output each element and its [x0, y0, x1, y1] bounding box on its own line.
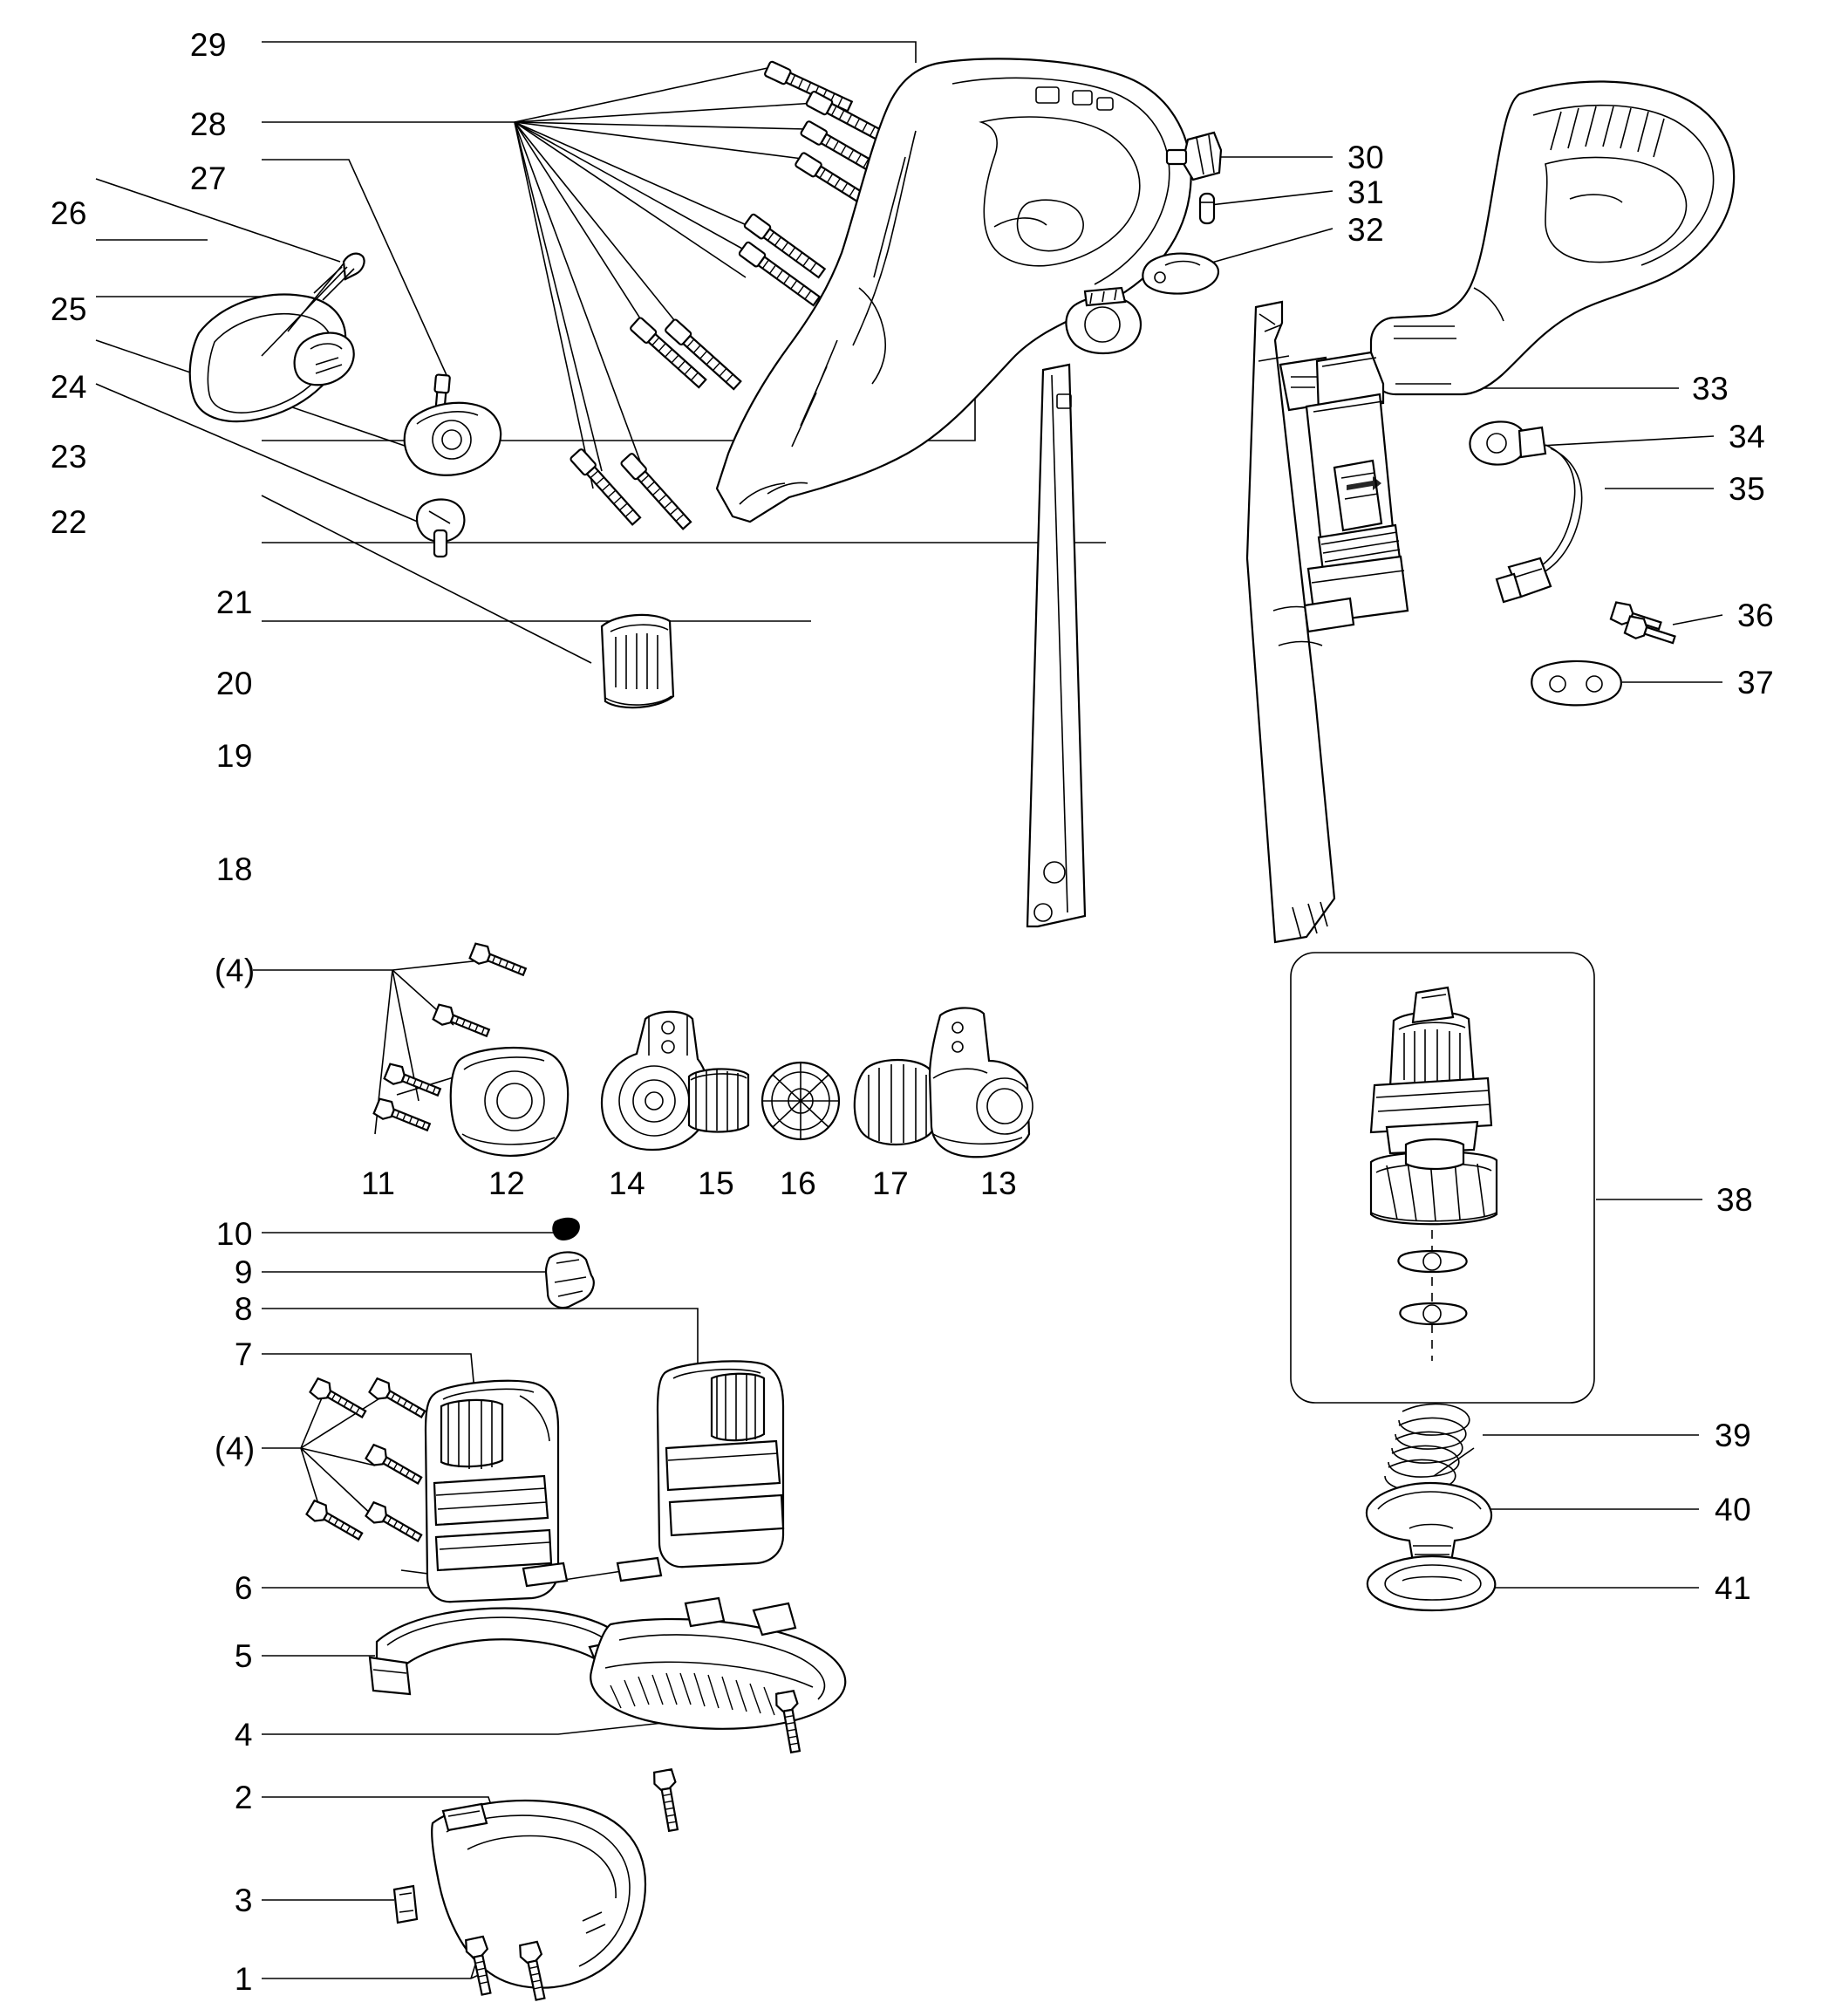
- callout-11: 11: [361, 1165, 396, 1201]
- clip-3: [394, 1886, 417, 1923]
- part-34-connector: [1470, 421, 1545, 464]
- callout-26: 26: [50, 195, 87, 231]
- callout-4: 4: [234, 1717, 253, 1753]
- callout-25: 25: [50, 291, 87, 327]
- callout-31: 31: [1347, 174, 1385, 210]
- callout-32: 32: [1347, 212, 1385, 248]
- callout-38: 38: [1716, 1182, 1754, 1218]
- callout-14: 14: [609, 1165, 646, 1201]
- row-gearhead-parts: [373, 942, 1033, 1157]
- callout-3: 3: [234, 1883, 253, 1918]
- brand-label: [1334, 461, 1381, 530]
- screws-36: [1610, 601, 1677, 650]
- part-23-knob: [405, 403, 501, 475]
- spring-39: [1385, 1404, 1470, 1491]
- part-31-pin: [1200, 194, 1214, 223]
- spool-40: [1367, 1448, 1491, 1567]
- callout-13: 13: [980, 1165, 1018, 1201]
- callout-33: 33: [1692, 371, 1729, 407]
- callout-35: 35: [1729, 471, 1766, 507]
- callout-6: 6: [234, 1570, 253, 1606]
- callout-39: 39: [1715, 1418, 1752, 1453]
- shield-2: [432, 1801, 645, 1988]
- part-9-bracket: [546, 1252, 594, 1308]
- callout-7: 7: [234, 1336, 253, 1372]
- callout-24: 24: [50, 369, 87, 405]
- guard-half-right-5: [590, 1598, 845, 1729]
- motor-assembly-38: [1291, 953, 1594, 1403]
- callout-22: 22: [50, 504, 87, 540]
- callout-5: 5: [234, 1638, 253, 1674]
- callout-10: 10: [215, 1216, 253, 1252]
- callout-9: 9: [234, 1254, 253, 1290]
- cap-41: [1368, 1556, 1495, 1610]
- callout-qty-4-top: (4): [215, 953, 256, 988]
- shaft-18: [1027, 365, 1085, 926]
- callout-30: 30: [1347, 140, 1385, 175]
- housing-8: [658, 1361, 783, 1567]
- callout-29: 29: [189, 27, 227, 63]
- callout-27: 27: [189, 161, 227, 196]
- callout-18: 18: [215, 851, 253, 887]
- guard-assembly: [190, 254, 365, 421]
- callout-qty-4-mid: (4): [215, 1431, 256, 1466]
- part-10-pin: [552, 1218, 580, 1240]
- part-37-clip: [1531, 661, 1621, 705]
- callout-41: 41: [1715, 1570, 1752, 1606]
- callout-12: 12: [488, 1165, 526, 1201]
- callout-19: 19: [215, 738, 253, 774]
- callout-16: 16: [780, 1165, 817, 1201]
- callout-34: 34: [1729, 419, 1766, 454]
- callout-2: 2: [234, 1780, 253, 1815]
- callout-17: 17: [872, 1165, 910, 1201]
- part-35-power-cord: [1497, 445, 1582, 602]
- coupler-20: [602, 615, 673, 707]
- callout-1: 1: [234, 1961, 253, 1997]
- callout-8: 8: [234, 1291, 253, 1327]
- part-22-screw: [417, 500, 464, 557]
- callout-20: 20: [215, 666, 253, 701]
- callout-36: 36: [1737, 598, 1775, 633]
- callout-23: 23: [50, 439, 87, 475]
- callout-21: 21: [215, 584, 253, 620]
- callout-37: 37: [1737, 665, 1775, 700]
- screws-group-4-mid: [306, 1377, 428, 1546]
- callout-40: 40: [1715, 1492, 1752, 1527]
- callout-28: 28: [189, 106, 227, 142]
- part-32-lever: [1142, 254, 1218, 294]
- callout-15: 15: [698, 1165, 735, 1201]
